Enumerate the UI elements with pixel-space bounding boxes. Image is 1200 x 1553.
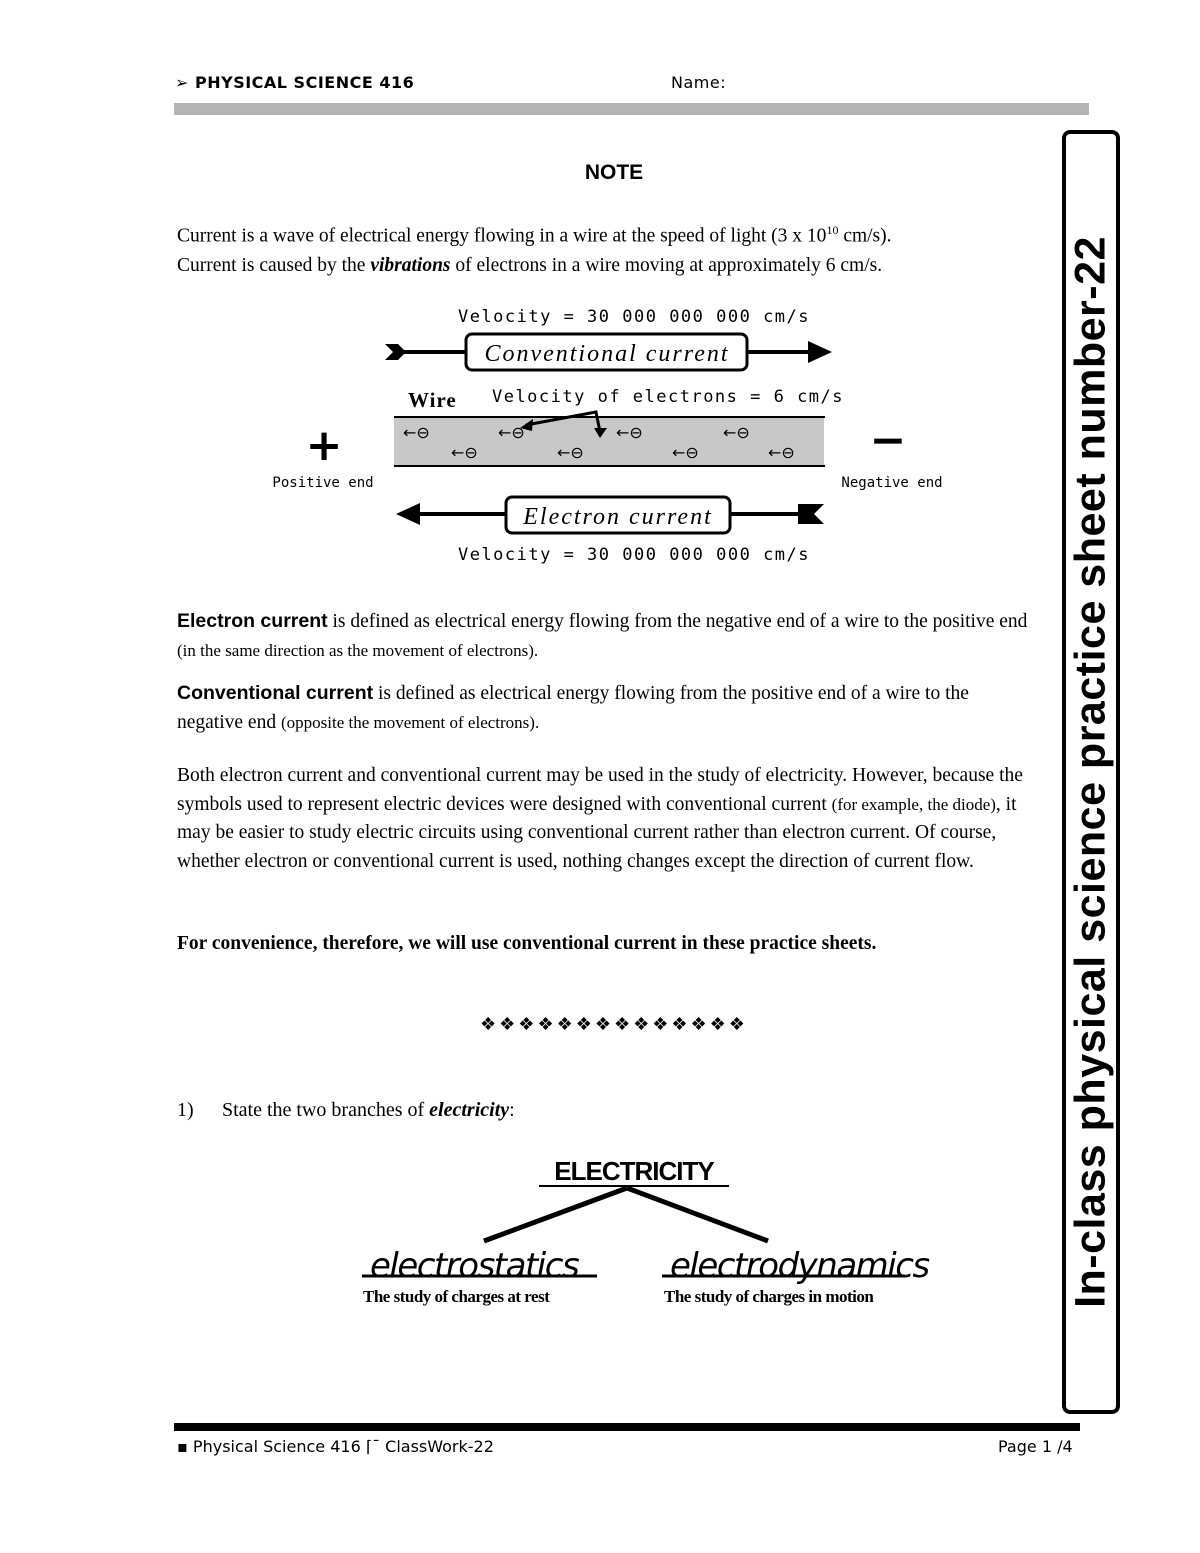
footer-left: ▪ Physical Science 416 ⌈¯ ClassWork-22 (177, 1437, 494, 1456)
electron: ←⊖ (723, 423, 750, 442)
electricity-tree (0, 1140, 1200, 1340)
course-name: PHYSICAL SCIENCE 416 (194, 73, 415, 92)
electron-velocity-label: Velocity of electrons = 6 cm/s (491, 387, 845, 407)
bullet-icon: ➢ (175, 73, 189, 92)
note-line-1: Current is a wave of electrical energy flowing in a wire at the speed of light (3 x $10^{10}$ cm/s). (177, 223, 892, 247)
electron: ←⊖ (451, 443, 478, 462)
question-number: 1) (177, 1099, 194, 1121)
left-branch (484, 1188, 627, 1241)
velocity-top-label: Velocity = 30 000 000 000 cm/s (457, 307, 811, 327)
velocity-bottom-label: Velocity = 30 000 000 000 cm/s (457, 545, 811, 565)
electron-current-term: Electron current (177, 610, 328, 632)
arrow-left-icon (396, 503, 420, 525)
question-1: 1) State the two branches of electricity: (177, 1099, 515, 1121)
footer-divider (174, 1423, 1080, 1431)
left-description: The study of charges at rest (363, 1287, 550, 1306)
note-line-2: Current is caused by the vibrations of electrons in a wire moving at approximately 6 cm/s. (177, 255, 883, 276)
conventional-current-term: Conventional current (177, 682, 374, 704)
electron: ←⊖ (557, 443, 584, 462)
right-answer-handwritten: electrodynamics (670, 1246, 929, 1286)
right-branch (627, 1188, 768, 1241)
electron-current-definition: Electron current is defined as electrical energy flowing from the negative end of a wire to the positive end (in the same direction as the movement of electrons). (177, 610, 1028, 660)
negative-end-label: Negative end (841, 475, 943, 491)
left-answer-handwritten: electrostatics (370, 1246, 579, 1286)
conventional-arrow (385, 334, 832, 370)
page-number: Page 1 /4 (998, 1437, 1073, 1456)
electron: ←⊖ (768, 443, 795, 462)
arrow-right-icon (808, 341, 832, 363)
sidebar-title: In-class physical science practice sheet number-22 (1066, 236, 1115, 1308)
name-label: Name: (671, 73, 727, 92)
right-description: The study of charges in motion (664, 1287, 874, 1306)
electron-current-label: Electron current (523, 504, 713, 530)
electron: ←⊖ (498, 423, 525, 442)
negative-sign: − (869, 415, 907, 466)
positive-sign: + (305, 420, 343, 471)
conventional-current-label: Conventional current (484, 341, 730, 367)
wire-label: Wire (408, 388, 457, 412)
electron: ←⊖ (616, 423, 643, 442)
current-diagram (0, 0, 1200, 600)
body-paragraph: Both electron current and conventional current may be used in the study of electricity. However, because the symbols used to represent electric devices were designed with conventional current (for example, the diode), it may be easier to study electric circuits using conventional current rather than electron current. Of course, whether electron or conventional current is used, nothing changes except the direction of current flow. (177, 765, 1023, 872)
positive-end-label: Positive end (272, 475, 374, 491)
section-divider: ❖❖❖❖❖❖❖❖❖❖❖❖❖❖ (480, 1014, 748, 1034)
conventional-current-definition: Conventional current is defined as electrical energy flowing from the positive end of a wire to the negative end (opposite the movement of electrons). (177, 682, 969, 733)
note-title: NOTE (584, 161, 644, 184)
electron-arrow (396, 497, 824, 533)
conclusion-text: For convenience, therefore, we will use conventional current in these practice sheets. (177, 933, 877, 954)
tree-root-label: ELECTRICITY (554, 1156, 714, 1186)
electron: ←⊖ (403, 423, 430, 442)
electron: ←⊖ (672, 443, 699, 462)
